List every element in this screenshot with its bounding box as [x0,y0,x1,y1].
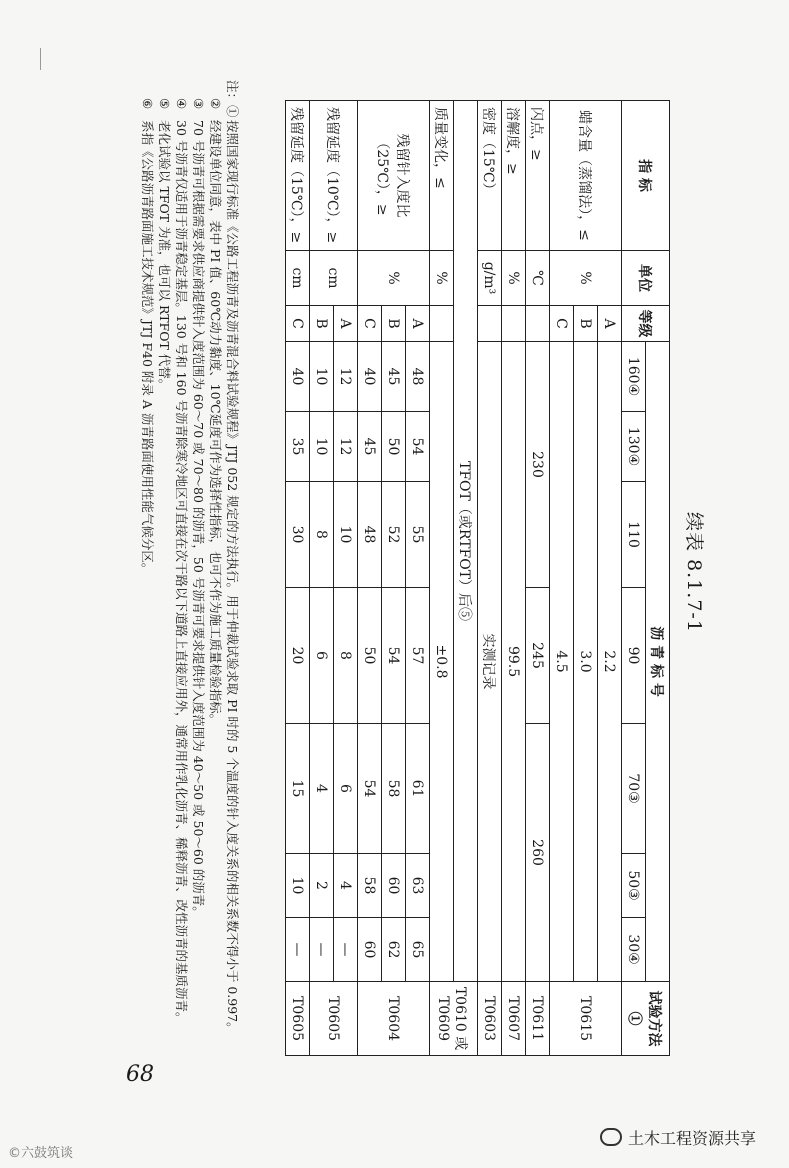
value-cell: 58 [358,854,382,918]
row-label-mass-change: 质量变化，≤ [430,101,454,251]
watermark-right [600,1126,756,1149]
note-text: 30 号沥青仅适用于沥青稳定基层。130 号和 160 号沥青除寒冷地区可直接在次干路以下道路上直接应用外，通常用作乳化沥青、稀释沥青、改性沥青的基质沥青。 [174,120,189,1025]
row-label-ductility-10c: 残留延度（10℃），≥ [310,101,358,251]
value-cell: 10 [310,412,334,482]
value-cell: 52 [382,482,406,588]
value-cell: 45 [382,342,406,412]
value-cell: 4.5 [550,342,574,982]
value-cell: 12 [334,342,358,412]
page-number: 68 [126,1062,154,1087]
value-cell: 48 [358,482,382,588]
grade-130: 130④ [622,412,646,482]
method-cell: T0605 [286,982,310,1056]
note-item [173,80,190,1060]
note-item [224,80,241,1060]
level-cell [478,306,502,342]
unit-cell: % [430,251,454,306]
value-cell: 4 [310,724,334,854]
value-cell: 10 [334,482,358,588]
value-cell: 2 [310,854,334,918]
method-cell: T0611 [526,982,550,1056]
note-mark: ⑥ [140,98,155,110]
value-cell: 65 [406,918,430,982]
value-cell: 99.5 [502,342,526,982]
method-cell: T0607 [502,982,526,1056]
grade-50: 50③ [622,854,646,918]
unit-cell: g/m³ [478,251,502,306]
row-unit-wax: % [550,251,622,306]
value-cell: 60 [382,854,406,918]
value-cell: 10 [286,854,310,918]
row-label-wax: 蜡含量（蒸馏法），≤ [550,101,622,251]
value-cell: 8 [310,482,334,588]
value-cell: 8 [334,588,358,724]
note-item [190,80,207,1060]
margin-mark [40,48,41,70]
value-cell: 45 [358,412,382,482]
value-cell: 58 [382,724,406,854]
rotated-page-content [75,60,725,1085]
value-cell: 30 [286,482,310,588]
row-label-penetration-ratio: 残留针入度比（25℃），≥ [358,101,430,251]
watermark-right-text: 土木工程资源共享 [628,1129,757,1148]
unit-cell: ℃ [526,251,550,306]
note-item [207,80,224,1060]
value-cell: 230 [526,342,550,588]
value-cell: 6 [334,724,358,854]
value-cell: 12 [334,412,358,482]
level-cell [526,306,550,342]
note-mark: ② [208,98,223,110]
level-cell: C [550,306,574,342]
method-cell: T0604 [358,982,430,1056]
level-cell [430,306,454,342]
level-cell [502,306,526,342]
level-cell: B [574,306,598,342]
value-cell: 63 [406,854,430,918]
row-label-density: 密度（15℃） [478,101,502,251]
wechat-icon [600,1128,622,1146]
method-cell: T0605 [310,982,358,1056]
grade-70: 70③ [622,724,646,854]
method-cell: T0603 [478,982,502,1056]
value-cell: 54 [406,412,430,482]
note-text: 老化试验以 TFOT 为准，也可以 RTFOT 代替。 [157,120,172,392]
value-cell: 40 [286,342,310,412]
header-grade-title: 沥 青 标 号 [646,342,670,982]
row-label-ductility-15c: 残留延度（15℃），≥ [286,101,310,251]
value-cell: 260 [526,724,550,982]
unit-cell: cm [286,251,310,306]
asphalt-spec-table [285,100,670,1056]
value-cell: 57 [406,588,430,724]
value-cell: 40 [358,342,382,412]
method-cell: T0615 [550,982,622,1056]
value-cell: 55 [406,482,430,588]
value-cell: 15 [286,724,310,854]
level-cell: A [406,306,430,342]
level-cell: A [598,306,622,342]
value-cell: 245 [526,588,550,724]
value-cell: — [310,918,334,982]
value-cell: 62 [382,918,406,982]
level-cell: C [358,306,382,342]
value-cell: 54 [358,724,382,854]
header-grade: 等级 [622,306,670,342]
header-indicator: 指 标 [622,101,670,251]
grade-110: 110 [622,482,646,588]
header-unit: 单位 [622,251,670,306]
value-cell: 61 [406,724,430,854]
note-mark: ⑤ [157,98,172,110]
note-mark: ③ [191,98,206,110]
header-method: 试验方法① [622,982,670,1056]
table-notes [139,80,241,1060]
note-mark: 注：① [225,80,240,118]
value-cell: 50 [358,588,382,724]
value-cell: 50 [382,412,406,482]
table-caption: 续表 8.1.7-1 [683,512,705,633]
note-text: 经建设单位同意，表中 PI 值、60℃动力黏度、10℃延度可作为选择性指标，也可不作为施工质量检验指标。 [208,120,223,727]
value-cell: — [334,918,358,982]
level-cell: C [286,306,310,342]
unit-cell: cm [310,251,358,306]
grade-30: 30④ [622,918,646,982]
watermark-left: ©六鼓筑谈 [8,1146,74,1161]
value-cell: 6 [310,588,334,724]
grade-160: 160④ [622,342,646,412]
unit-cell: % [502,251,526,306]
value-cell: 35 [286,412,310,482]
value-cell: — [286,918,310,982]
value-cell: 48 [406,342,430,412]
value-cell: 54 [382,588,406,724]
value-cell: 3.0 [574,342,598,982]
value-cell: 实测记录 [478,342,502,982]
value-cell: 20 [286,588,310,724]
note-mark: ④ [174,98,189,110]
note-item [156,80,173,1060]
unit-cell: % [358,251,430,306]
level-cell: B [382,306,406,342]
value-cell: 2.2 [598,342,622,982]
method-cell: T0610 或 T0609 [430,982,478,1056]
grade-90: 90 [622,588,646,724]
note-text: 按照国家现行标准《公路工程沥青及沥青混合料试验规程》JTJ 052 规定的方法执行。用于仲裁试验求取 PI 时的 5 个温度的针入度关系的相关系数不得小于 0.997。 [225,120,240,1035]
note-text: 70 号沥青可根据需要求供应商提供针入度范围为 60～70 或 70～80 的沥青，50 号沥青可要求提供针入度范围为 40～50 或 50～60 的沥青。 [191,120,206,919]
value-cell: ±0.8 [430,342,454,982]
value-cell: 10 [310,342,334,412]
tfot-section-title: TFOT（或RTFOT）后⑤ [454,101,478,982]
value-cell: 4 [334,854,358,918]
row-label-flash-point: 闪点，≥ [526,101,550,251]
note-text: 系指《公路沥青路面施工技术规范》JTJ F40 附录 A 沥青路面使用性能气候分区。 [140,120,155,576]
level-cell: A [334,306,358,342]
note-item [139,80,156,1060]
row-label-solubility: 溶解度，≥ [502,101,526,251]
level-cell: B [310,306,334,342]
value-cell: 60 [358,918,382,982]
